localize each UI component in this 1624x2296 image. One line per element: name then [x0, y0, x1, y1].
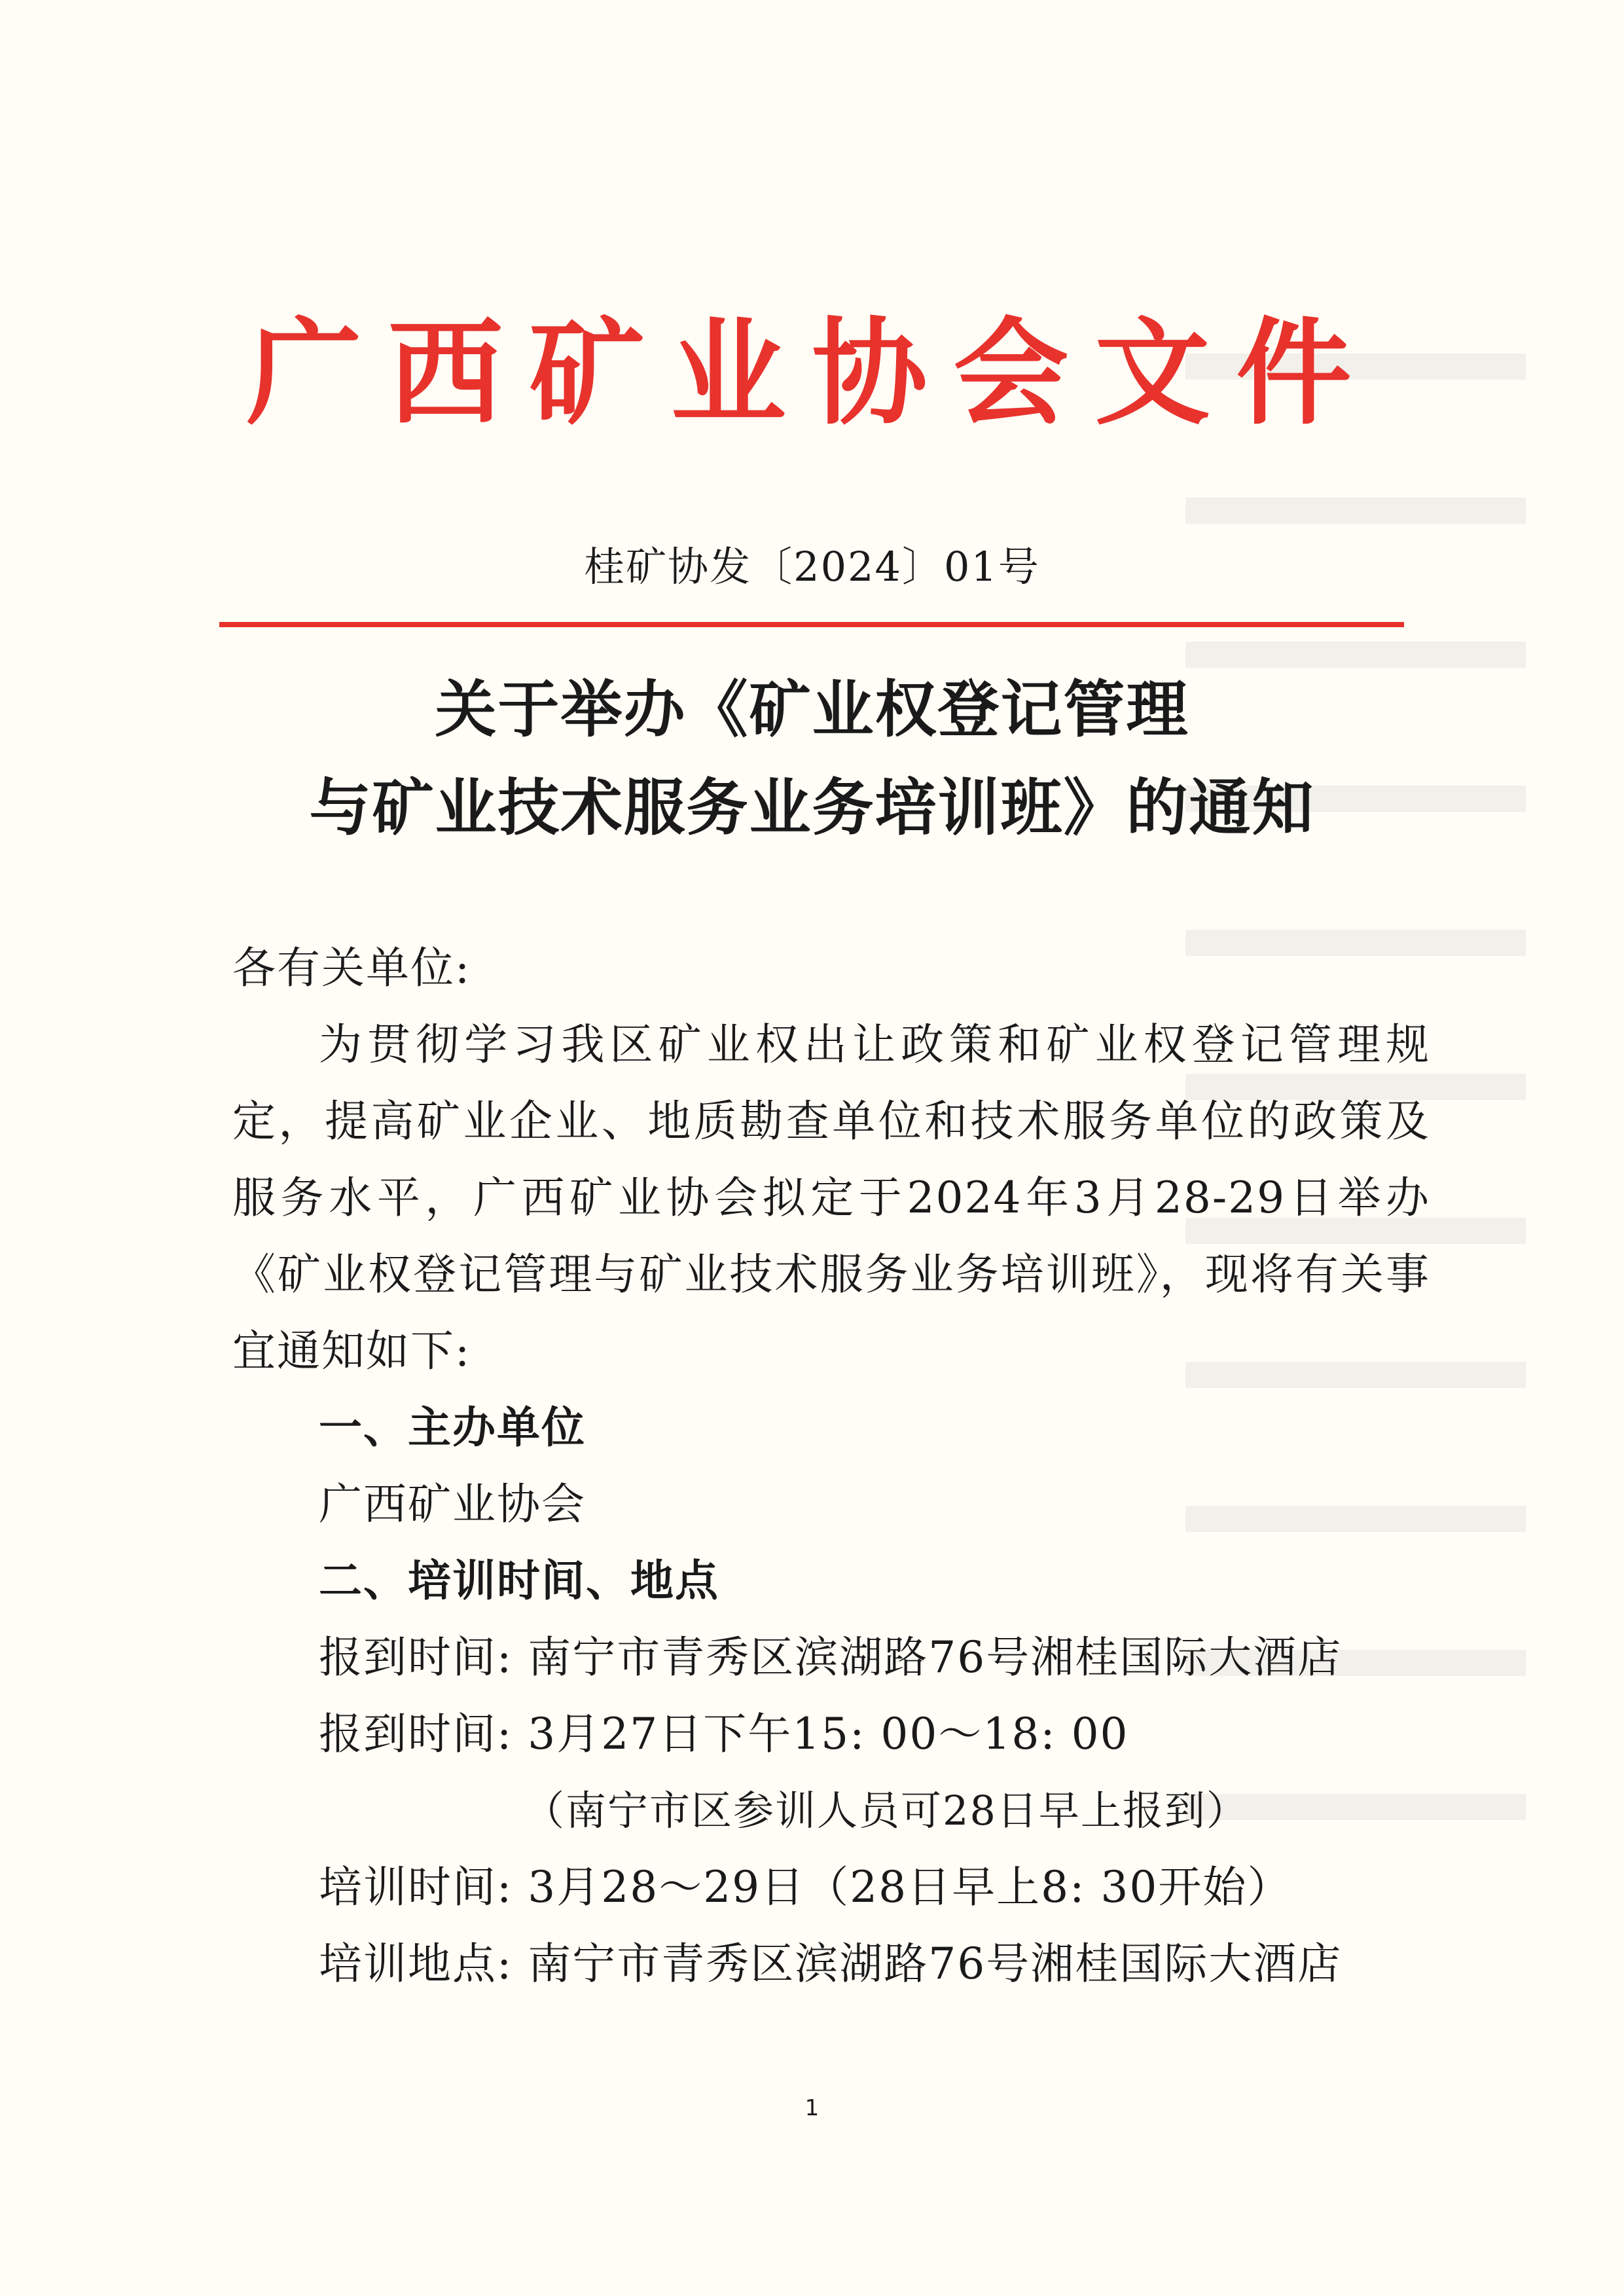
section-2-heading: 二、培训时间、地点	[319, 1556, 719, 1606]
notice-title-line-1: 关于举办《矿业权登记管理	[435, 674, 1189, 746]
report-location: 报到时间: 南宁市青秀区滨湖路76号湘桂国际大酒店	[319, 1632, 1343, 1683]
training-time: 培训时间: 3月28～29日（28日早上8: 30开始）	[319, 1862, 1292, 1912]
training-location: 培训地点: 南宁市青秀区滨湖路76号湘桂国际大酒店	[319, 1939, 1343, 1989]
org-header-title: 广西矿业协会文件	[246, 305, 1378, 441]
salutation: 各有关单位:	[232, 943, 471, 993]
section-1-heading: 一、主办单位	[319, 1402, 586, 1453]
page-number: 1	[804, 2095, 820, 2121]
notice-title-line-2: 与矿业技术服务业务培训班》的通知	[309, 773, 1315, 844]
red-divider-line	[219, 622, 1404, 627]
report-time: 报到时间: 3月27日下午15: 00～18: 00	[319, 1709, 1129, 1759]
intro-paragraph: 为贯彻学习我区矿业权出让政策和矿业权登记管理规定，提高矿业企业、地质勘查单位和技术服务单位的政策及服务水平，广西矿业协会拟定于2024年3月28-29日举办《矿业权登记管理与矿业技术服务业务培训班》，现将有关事宜通知如下:	[232, 1019, 1430, 1376]
section-1-text: 广西矿业协会	[319, 1479, 586, 1529]
document-number: 桂矿协发〔2024〕01号	[584, 543, 1040, 591]
document-body	[232, 930, 1430, 2002]
report-note: （南宁市区参训人员可28日早上报到）	[524, 1787, 1248, 1834]
notice-title	[0, 661, 1624, 858]
